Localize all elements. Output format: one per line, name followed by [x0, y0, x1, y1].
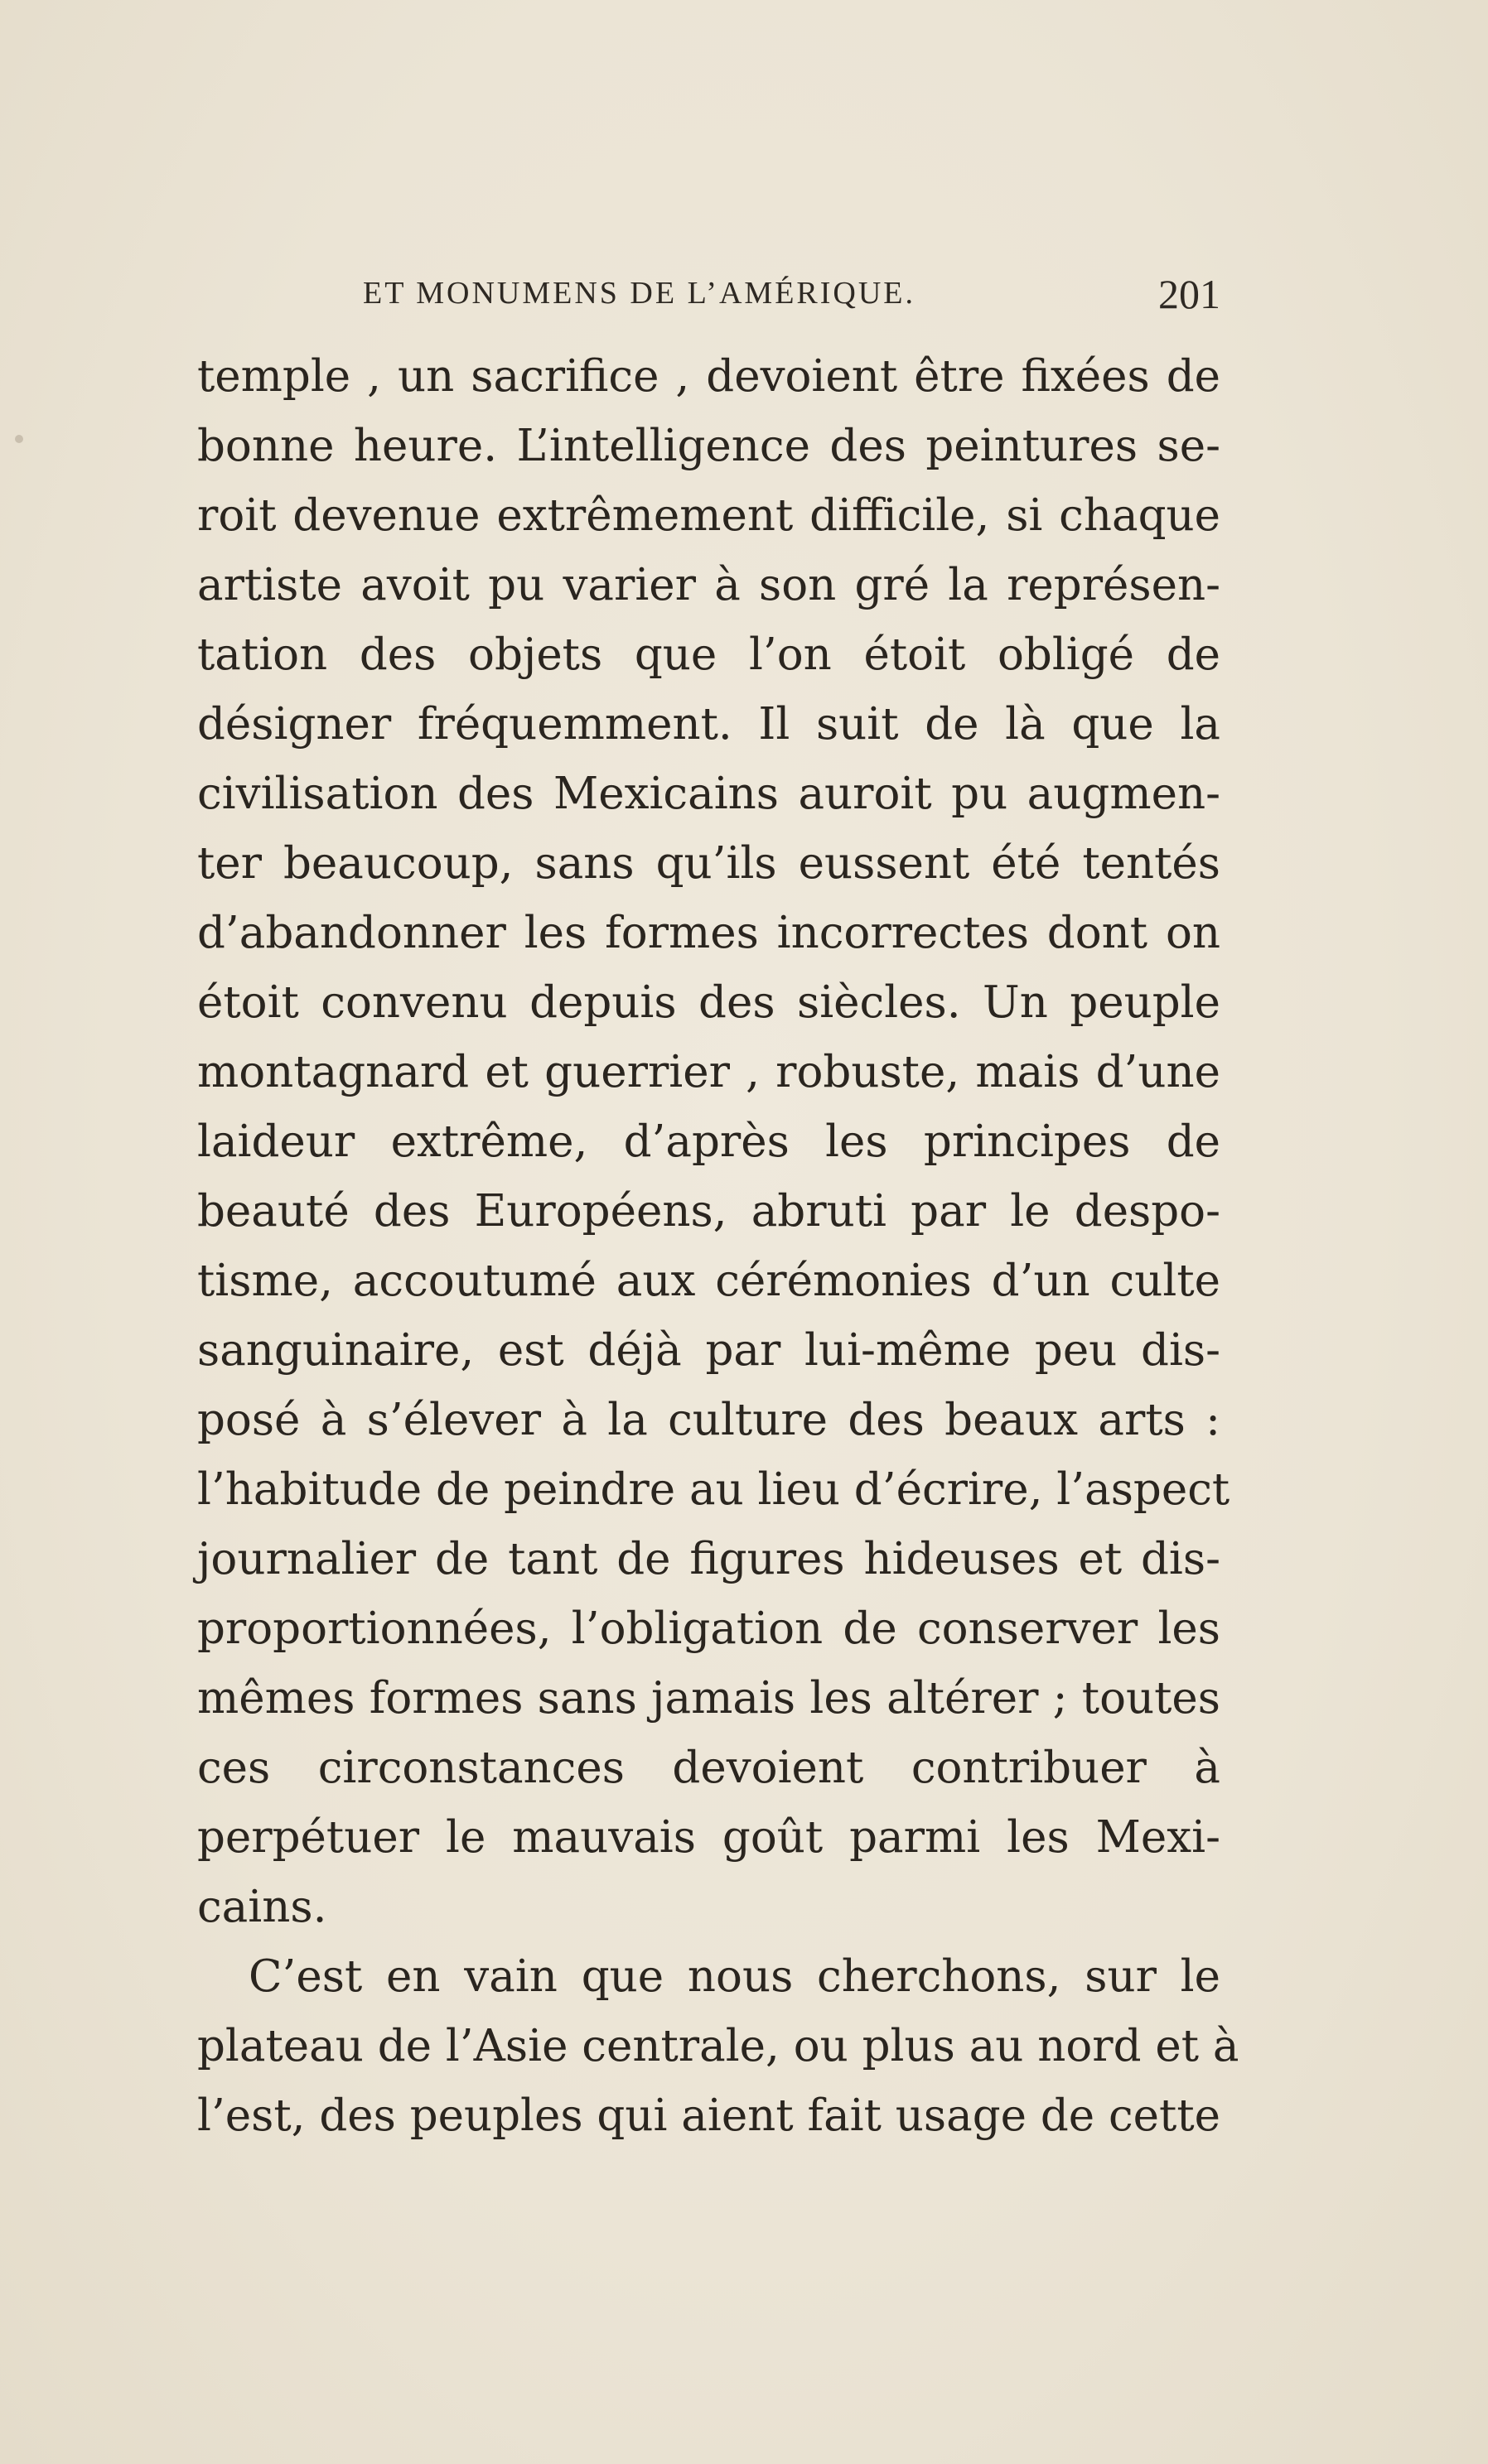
- text-line: montagnard et guerrier , robuste, mais d’une: [197, 1047, 1220, 1097]
- text-line: beauté des Européens, abruti par le despo-: [197, 1186, 1220, 1237]
- paragraph-start-line: C’est en vain que nous cherchons, sur le: [249, 1951, 1220, 2002]
- text-line: perpétuer le mauvais goût parmi les Mexi-: [197, 1812, 1220, 1863]
- text-line: ces circonstances devoient contribuer à: [197, 1743, 1220, 1793]
- text-line: proportionnées, l’obligation de conserver les: [197, 1603, 1220, 1654]
- text-line: ter beaucoup, sans qu’ils eussent été tentés: [197, 838, 1220, 889]
- page-number: 201: [1158, 271, 1220, 317]
- paper-spot: [15, 435, 23, 443]
- text-line: l’est, des peuples qui aient fait usage de cette: [197, 2090, 1220, 2141]
- text-line: artiste avoit pu varier à son gré la représen-: [197, 560, 1220, 610]
- text-line: étoit convenu depuis des siècles. Un peuple: [197, 977, 1220, 1028]
- text-line: roit devenue extrêmement difficile, si chaque: [197, 490, 1220, 541]
- text-line: désigner fréquemment. Il suit de là que la: [197, 699, 1220, 750]
- body-text: [197, 342, 1239, 2151]
- paragraph-end-line: cains.: [197, 1882, 327, 1932]
- text-line: d’abandonner les formes incorrectes dont on: [197, 908, 1220, 958]
- text-line: sanguinaire, est déjà par lui-même peu dis-: [197, 1325, 1220, 1376]
- text-line: temple , un sacrifice , devoient être fixées de: [197, 351, 1220, 402]
- running-head: [197, 271, 1220, 325]
- text-line: bonne heure. L’intelligence des peintures se-: [197, 421, 1220, 471]
- text-line: mêmes formes sans jamais les altérer ; toutes: [197, 1673, 1220, 1724]
- text-line: laideur extrême, d’après les principes de: [197, 1116, 1220, 1167]
- text-line: journalier de tant de figures hideuses et dis-: [197, 1534, 1220, 1584]
- text-line: plateau de l’Asie centrale, ou plus au nord et à: [197, 2021, 1239, 2071]
- text-line: posé à s’élever à la culture des beaux arts :: [197, 1395, 1220, 1445]
- text-line: tisme, accoutumé aux cérémonies d’un culte: [197, 1256, 1220, 1306]
- text-line: l’habitude de peindre au lieu d’écrire, l’aspect: [197, 1464, 1230, 1515]
- running-title: ET MONUMENS DE L’AMÉRIQUE.: [363, 276, 916, 311]
- text-line: tation des objets que l’on étoit obligé de: [197, 629, 1220, 680]
- text-line: civilisation des Mexicains auroit pu augmen-: [197, 769, 1220, 819]
